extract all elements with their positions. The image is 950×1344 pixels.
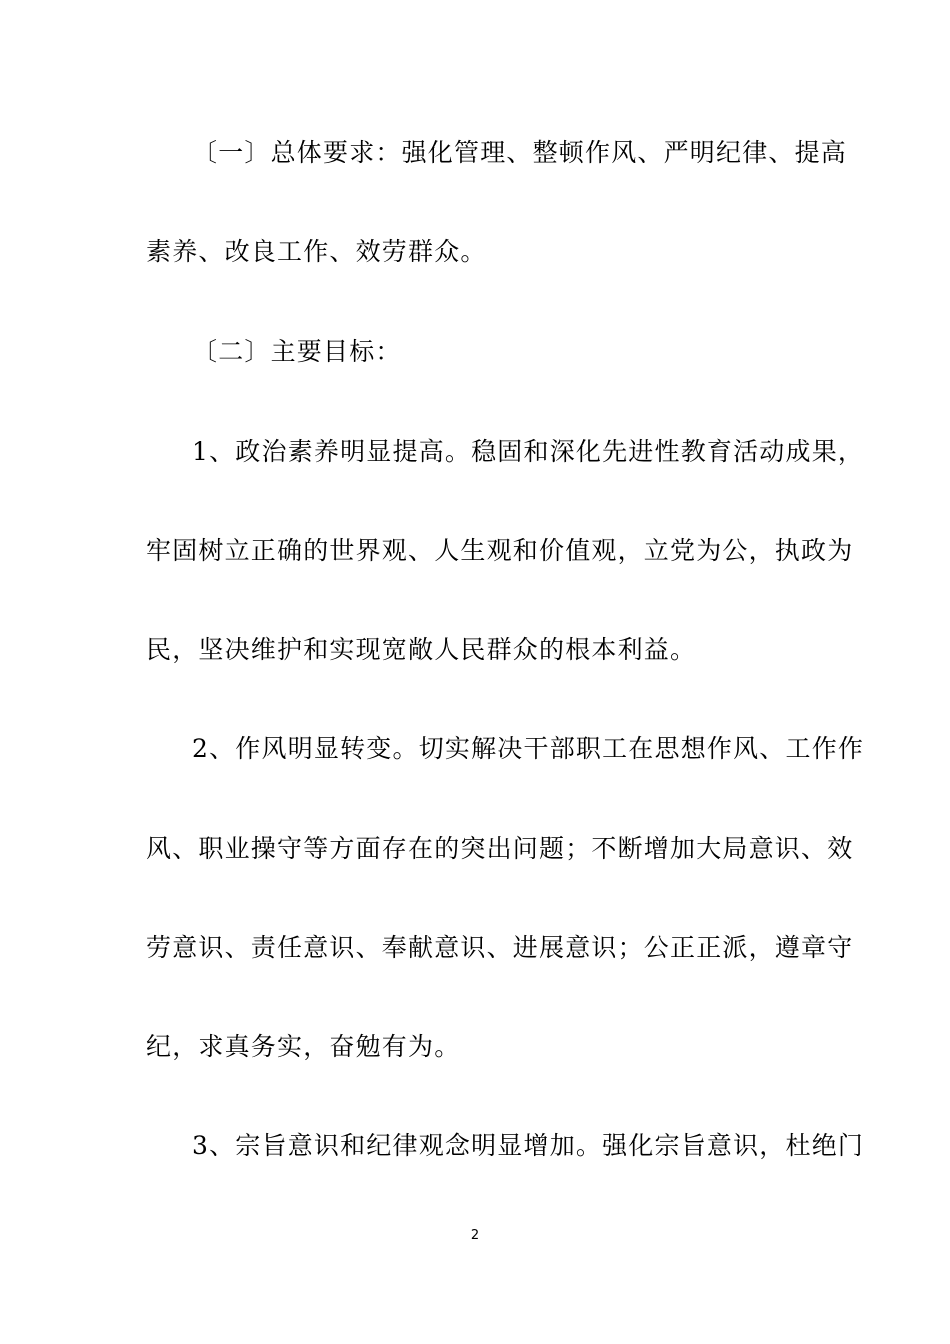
paragraph-line: 牢固树立正确的世界观、人生观和价值观，立党为公，执政为 bbox=[146, 536, 854, 565]
paragraph-line: 纪，求真务实，奋勉有为。 bbox=[146, 1032, 461, 1061]
paragraph-line: 〔一〕总体要求：强化管理、整顿作风、严明纪律、提高 bbox=[192, 138, 848, 167]
paragraph-line: 劳意识、责任意识、奉献意识、进展意识；公正正派，遵章守 bbox=[146, 933, 854, 962]
page-number: 2 bbox=[470, 1228, 480, 1243]
paragraph-line: 1、政治素养明显提高。稳固和深化先进性教育活动成果， bbox=[192, 437, 865, 466]
paragraph-line: 2、作风明显转变。切实解决干部职工在思想作风、工作作 bbox=[192, 734, 865, 763]
paragraph-line: 民，坚决维护和实现宽敞人民群众的根本利益。 bbox=[146, 635, 697, 664]
paragraph-line: 素养、改良工作、效劳群众。 bbox=[146, 237, 487, 266]
section-heading: 〔二〕主要目标： bbox=[192, 337, 402, 366]
paragraph-line: 风、职业操守等方面存在的突出问题；不断增加大局意识、效 bbox=[146, 834, 854, 863]
paragraph-line: 3、宗旨意识和纪律观念明显增加。强化宗旨意识，杜绝门 bbox=[192, 1131, 865, 1160]
